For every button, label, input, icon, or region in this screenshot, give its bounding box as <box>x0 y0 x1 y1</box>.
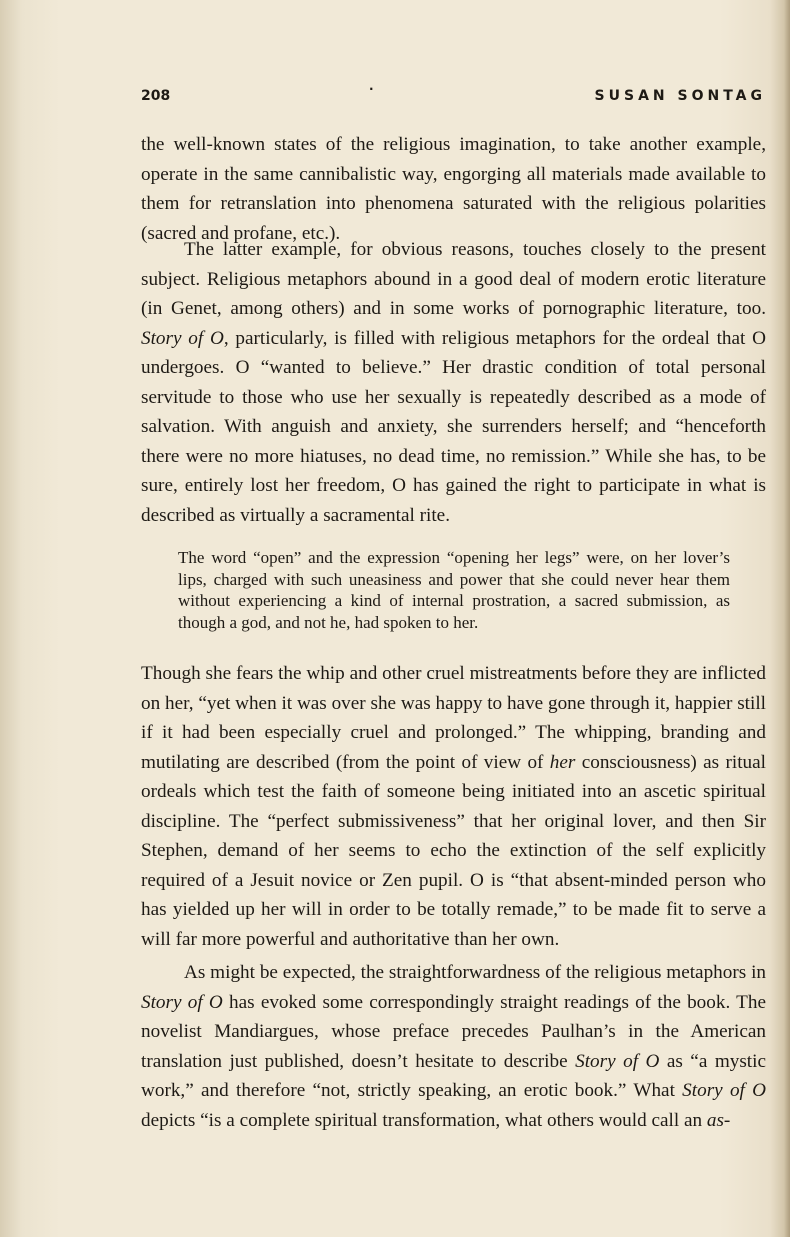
text-run: , particularly, is filled with religious metaphors for the ordeal that O undergoes. O “wanted to believe.” Her drastic condition of total personal servitude to those who use her sexually is repeatedly described as a mode of salvation. With anguish and anxiety, she surrenders herself; and “henceforth there were no more hiatuses, no dead time, no remission.” While she has, to be sure, entirely lost her freedom, O has gained the right to participate in what is described as virtually a sacramental rite. <box>141 327 766 526</box>
text-run: has evoked some correspondingly straight readings of the book. The novelist Mandiargues, whose preface precedes Paulhan’s in the American translation just published, doesn’t hesitate to describe <box>141 991 766 1072</box>
text-run: The latter example, for obvious reasons, touches closely to the present subject. Religious metaphors abound in a good deal of modern erotic literature (in Genet, among others) and in some works of pornographic literature, too. <box>141 239 766 319</box>
italic-text: Story of O <box>141 991 223 1013</box>
italic-text: Story of O <box>682 1080 766 1101</box>
italic-text: her <box>549 751 576 773</box>
text-run: as “a mystic work,” and therefore “not, strictly speaking, an erotic book.” What <box>141 1050 766 1101</box>
running-head: SUSAN SONTAG <box>594 88 766 104</box>
text-run: depicts “is a complete spiritual transformation, what others would call an <box>141 1109 707 1131</box>
italic-text: Story of O <box>575 1050 660 1072</box>
italic-text: as- <box>706 1109 731 1131</box>
italic-text: Story of O <box>141 327 224 349</box>
block-quote <box>178 547 730 633</box>
text-run: As might be expected, the straightforwardness of the religious metaphors in <box>184 962 766 983</box>
text-run: consciousness) as ritual ordeals which test the faith of someone being initiated into an ascetic spiritual discipline. The “perfect submissiveness” that her original lover, and then Sir Stephen, demand of her seems to echo the extinction of the self explicitly required of a Jesuit novice or Zen pupil. O is “that absent-minded person who has yielded up her will in order to be totally remade,” to be made fit to serve a will far more powerful and authoritative than her own. <box>141 751 766 950</box>
text-run: Though she fears the whip and other cruel mistreatments before they are inflicted on her, “yet when it was over she was happy to have gone through it, happier still if it had been especially cruel and prolonged.” The whipping, branding and mutilating are described (from the point of view of <box>141 663 766 773</box>
page-number: 208 <box>141 88 171 104</box>
paragraph-2 <box>141 235 766 530</box>
page-edge-shadow <box>784 0 790 1237</box>
text-run: The word “open” and the expression “opening her legs” were, on her lover’s lips, charged with such uneasiness and power that she could never hear them without experiencing a kind of internal prostration, a sacred submission, as though a god, and not he, had spoken to her. <box>178 548 730 632</box>
paragraph-1 <box>141 130 766 248</box>
text-run: the well-known states of the religious imagination, to take another example, operate in the same cannibalistic way, engorging all materials made available to them for retranslation into phenomena saturated with the religious polarities (sacred and profane, etc.). <box>141 134 766 244</box>
page-header <box>141 82 766 108</box>
header-dot: · <box>369 82 374 96</box>
paragraph-3 <box>141 659 766 954</box>
paragraph-4 <box>141 958 766 1135</box>
